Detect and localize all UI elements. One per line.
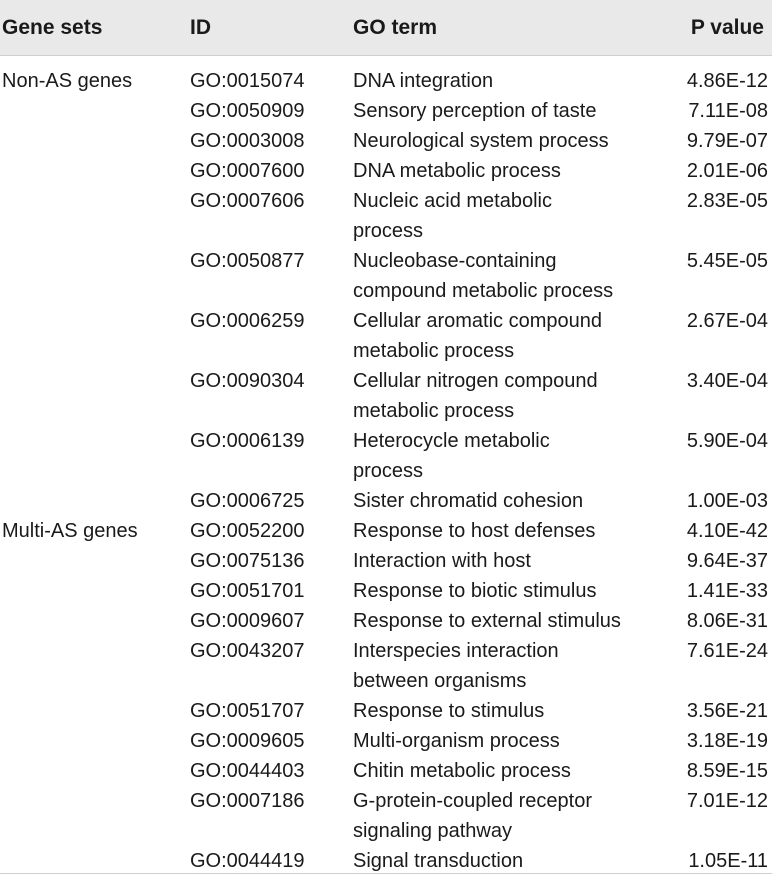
- go-term-cell: [353, 486, 653, 516]
- go-term-cell: [353, 606, 653, 636]
- table-row: [0, 576, 772, 606]
- go-id-cell: GO:0044419: [190, 850, 305, 872]
- header-divider: [0, 55, 772, 56]
- go-id-cell: GO:0009605: [190, 730, 305, 752]
- go-term-line: DNA integration: [353, 70, 494, 92]
- table-header: [0, 0, 772, 55]
- table-row: [0, 606, 772, 636]
- p-value-cell: 5.45E-05: [686, 250, 768, 272]
- p-value-cell: 1.05E-11: [688, 850, 768, 872]
- go-term-line: Sister chromatid cohesion: [353, 490, 584, 512]
- p-value-cell: 5.90E-04: [686, 430, 768, 452]
- p-value-cell: 9.64E-37: [686, 550, 768, 572]
- go-id-cell: GO:0051707: [190, 700, 305, 722]
- header-p-value: P value: [690, 16, 764, 39]
- p-value-cell: 2.67E-04: [686, 310, 768, 332]
- table-row: [0, 846, 772, 876]
- go-term-line: metabolic process: [353, 340, 515, 362]
- p-value-cell: 9.79E-07: [686, 130, 768, 152]
- table-row: [0, 66, 772, 96]
- go-term-line: Nucleic acid metabolic: [353, 190, 552, 212]
- table-row: [0, 786, 772, 846]
- table-row: [0, 516, 772, 546]
- go-term-line: DNA metabolic process: [353, 160, 561, 182]
- p-value-cell: 8.06E-31: [686, 610, 768, 632]
- go-term-cell: [353, 156, 653, 186]
- p-value-cell: 4.86E-12: [686, 70, 768, 92]
- go-id-cell: GO:0043207: [190, 640, 305, 662]
- go-term-cell: [353, 756, 653, 786]
- go-term-cell: [353, 846, 653, 876]
- go-term-cell: [353, 126, 653, 156]
- go-id-cell: GO:0050877: [190, 250, 305, 272]
- go-term-line: Sensory perception of taste: [353, 100, 597, 122]
- go-id-cell: GO:0007600: [190, 160, 305, 182]
- gene-set-cell: Non-AS genes: [2, 70, 133, 92]
- go-term-line: Response to external stimulus: [353, 610, 621, 632]
- go-term-line: Nucleobase-containing: [353, 250, 557, 272]
- table-body: [0, 66, 772, 876]
- go-id-cell: GO:0050909: [190, 100, 305, 122]
- p-value-cell: 7.01E-12: [686, 790, 768, 812]
- go-term-line: metabolic process: [353, 400, 515, 422]
- table-row: [0, 306, 772, 366]
- go-term-line: Interspecies interaction: [353, 640, 559, 662]
- table-row: [0, 546, 772, 576]
- go-id-cell: GO:0007186: [190, 790, 305, 812]
- go-term-cell: [353, 96, 653, 126]
- go-id-cell: GO:0052200: [190, 520, 305, 542]
- table-row: [0, 96, 772, 126]
- go-term-line: Response to biotic stimulus: [353, 580, 597, 602]
- go-term-line: Response to stimulus: [353, 700, 545, 722]
- go-term-cell: [353, 516, 653, 546]
- go-term-cell: [353, 546, 653, 576]
- table-row: [0, 126, 772, 156]
- go-term-line: process: [353, 460, 424, 482]
- go-id-cell: GO:0003008: [190, 130, 305, 152]
- go-term-cell: [353, 726, 653, 756]
- go-term-line: Interaction with host: [353, 550, 531, 572]
- go-term-cell: [353, 186, 653, 246]
- go-id-cell: GO:0006725: [190, 490, 305, 512]
- go-term-line: signaling pathway: [353, 820, 512, 842]
- go-term-line: Multi-organism process: [353, 730, 560, 752]
- p-value-cell: 8.59E-15: [686, 760, 768, 782]
- p-value-cell: 2.83E-05: [686, 190, 768, 212]
- go-id-cell: GO:0090304: [190, 370, 305, 392]
- gene-set-cell: Multi-AS genes: [2, 520, 138, 542]
- p-value-cell: 7.11E-08: [688, 100, 768, 122]
- go-term-line: Chitin metabolic process: [353, 760, 571, 782]
- header-gene-sets: Gene sets: [2, 16, 103, 39]
- table-row: [0, 156, 772, 186]
- p-value-cell: 7.61E-24: [686, 640, 768, 662]
- p-value-cell: 1.00E-03: [686, 490, 768, 512]
- table-row: [0, 186, 772, 246]
- table-row: [0, 696, 772, 726]
- table-row: [0, 426, 772, 486]
- go-id-cell: GO:0006259: [190, 310, 305, 332]
- go-term-cell: [353, 366, 653, 426]
- p-value-cell: 2.01E-06: [686, 160, 768, 182]
- go-id-cell: GO:0015074: [190, 70, 305, 92]
- go-term-line: between organisms: [353, 670, 527, 692]
- go-id-cell: GO:0044403: [190, 760, 305, 782]
- go-term-line: compound metabolic process: [353, 280, 614, 302]
- go-term-line: Neurological system process: [353, 130, 609, 152]
- go-term-cell: [353, 576, 653, 606]
- go-term-cell: [353, 786, 653, 846]
- p-value-cell: 4.10E-42: [686, 520, 768, 542]
- go-term-cell: [353, 306, 653, 366]
- header-id: ID: [190, 16, 211, 39]
- go-term-cell: [353, 426, 653, 486]
- table-row: [0, 246, 772, 306]
- go-term-line: Heterocycle metabolic: [353, 430, 550, 452]
- go-id-cell: GO:0051701: [190, 580, 305, 602]
- go-term-line: Cellular aromatic compound: [353, 310, 603, 332]
- p-value-cell: 3.40E-04: [686, 370, 768, 392]
- go-term-line: G-protein-coupled receptor: [353, 790, 593, 812]
- go-id-cell: GO:0007606: [190, 190, 305, 212]
- go-term-cell: [353, 246, 653, 306]
- table-row: [0, 636, 772, 696]
- go-term-line: Signal transduction: [353, 850, 524, 872]
- p-value-cell: 3.18E-19: [686, 730, 768, 752]
- p-value-cell: 3.56E-21: [686, 700, 768, 722]
- go-term-line: process: [353, 220, 424, 242]
- go-id-cell: GO:0075136: [190, 550, 305, 572]
- table-row: [0, 366, 772, 426]
- go-term-line: Response to host defenses: [353, 520, 596, 542]
- go-term-line: Cellular nitrogen compound: [353, 370, 598, 392]
- go-id-cell: GO:0006139: [190, 430, 305, 452]
- go-id-cell: GO:0009607: [190, 610, 305, 632]
- p-value-cell: 1.41E-33: [686, 580, 768, 602]
- go-term-cell: [353, 66, 653, 96]
- go-term-cell: [353, 636, 653, 696]
- table-row: [0, 486, 772, 516]
- table-row: [0, 726, 772, 756]
- table-row: [0, 756, 772, 786]
- go-term-cell: [353, 696, 653, 726]
- header-go-term: GO term: [353, 16, 438, 39]
